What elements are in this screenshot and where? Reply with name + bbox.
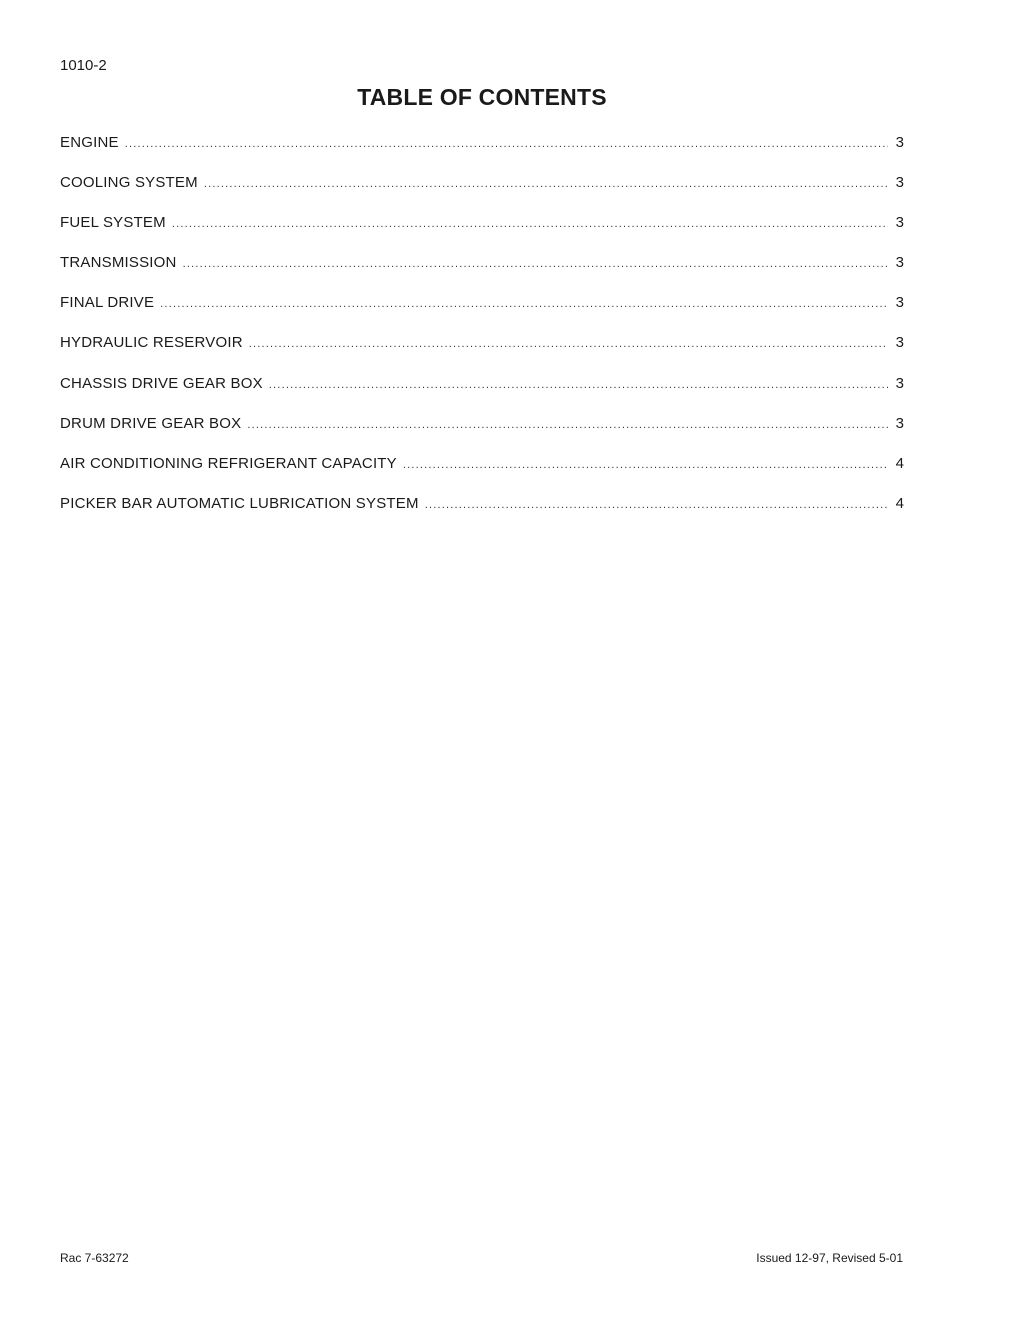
toc-entry-page: 3 <box>895 374 904 392</box>
toc-entry-page: 3 <box>895 414 904 432</box>
toc-entry-final-drive[interactable] <box>60 293 904 333</box>
toc-entry-page: 3 <box>895 294 904 312</box>
toc-entry-page: 4 <box>895 494 904 512</box>
toc-entry-drum-drive-gear-box[interactable] <box>60 414 904 454</box>
toc-entry-page: 4 <box>895 454 904 472</box>
toc-entry-fuel-system[interactable] <box>60 213 904 253</box>
toc-entry-page: 3 <box>895 174 904 192</box>
toc-entry-page: 3 <box>895 254 904 272</box>
toc-entry-page: 3 <box>895 214 904 232</box>
toc-entry-label: FUEL SYSTEM <box>60 214 166 232</box>
toc-entry-label: COOLING SYSTEM <box>60 174 198 192</box>
dot-leader <box>160 294 888 314</box>
toc-entry-chassis-drive-gear-box[interactable] <box>60 374 904 414</box>
toc-entry-air-conditioning-refrigerant-capacity[interactable] <box>60 454 904 494</box>
footer-doc-number: Rac 7-63272 <box>60 1251 129 1265</box>
dot-leader <box>269 375 888 395</box>
page-title: TABLE OF CONTENTS <box>357 84 607 110</box>
toc-entry-cooling-system[interactable] <box>60 173 904 213</box>
toc-entry-label: ENGINE <box>60 134 119 151</box>
toc-entry-page: 3 <box>895 134 904 151</box>
dot-leader <box>183 254 888 274</box>
dot-leader <box>204 174 888 194</box>
dot-leader <box>249 334 888 354</box>
toc-entry-transmission[interactable] <box>60 253 904 293</box>
dot-leader <box>172 214 888 234</box>
toc-entry-engine[interactable] <box>60 133 904 173</box>
toc-entry-label: AIR CONDITIONING REFRIGERANT CAPACITY <box>60 454 397 472</box>
toc-entry-label: PICKER BAR AUTOMATIC LUBRICATION SYSTEM <box>60 494 419 512</box>
table-of-contents <box>60 133 904 534</box>
toc-entry-label: HYDRAULIC RESERVOIR <box>60 334 243 352</box>
toc-entry-label: CHASSIS DRIVE GEAR BOX <box>60 374 263 392</box>
toc-entry-label: DRUM DRIVE GEAR BOX <box>60 414 242 432</box>
footer-issue-info: Issued 12-97, Revised 5-01 <box>756 1251 903 1265</box>
dot-leader <box>403 455 888 475</box>
toc-entry-hydraulic-reservoir[interactable] <box>60 333 904 373</box>
dot-leader <box>425 495 888 515</box>
toc-entry-page: 3 <box>895 334 904 352</box>
dot-leader <box>125 134 888 154</box>
toc-entry-picker-bar-automatic-lubrication-system[interactable] <box>60 494 904 534</box>
toc-entry-label: TRANSMISSION <box>60 254 177 272</box>
toc-entry-label: FINAL DRIVE <box>60 294 155 312</box>
page-number: 1010-2 <box>60 57 107 74</box>
dot-leader <box>247 415 888 435</box>
